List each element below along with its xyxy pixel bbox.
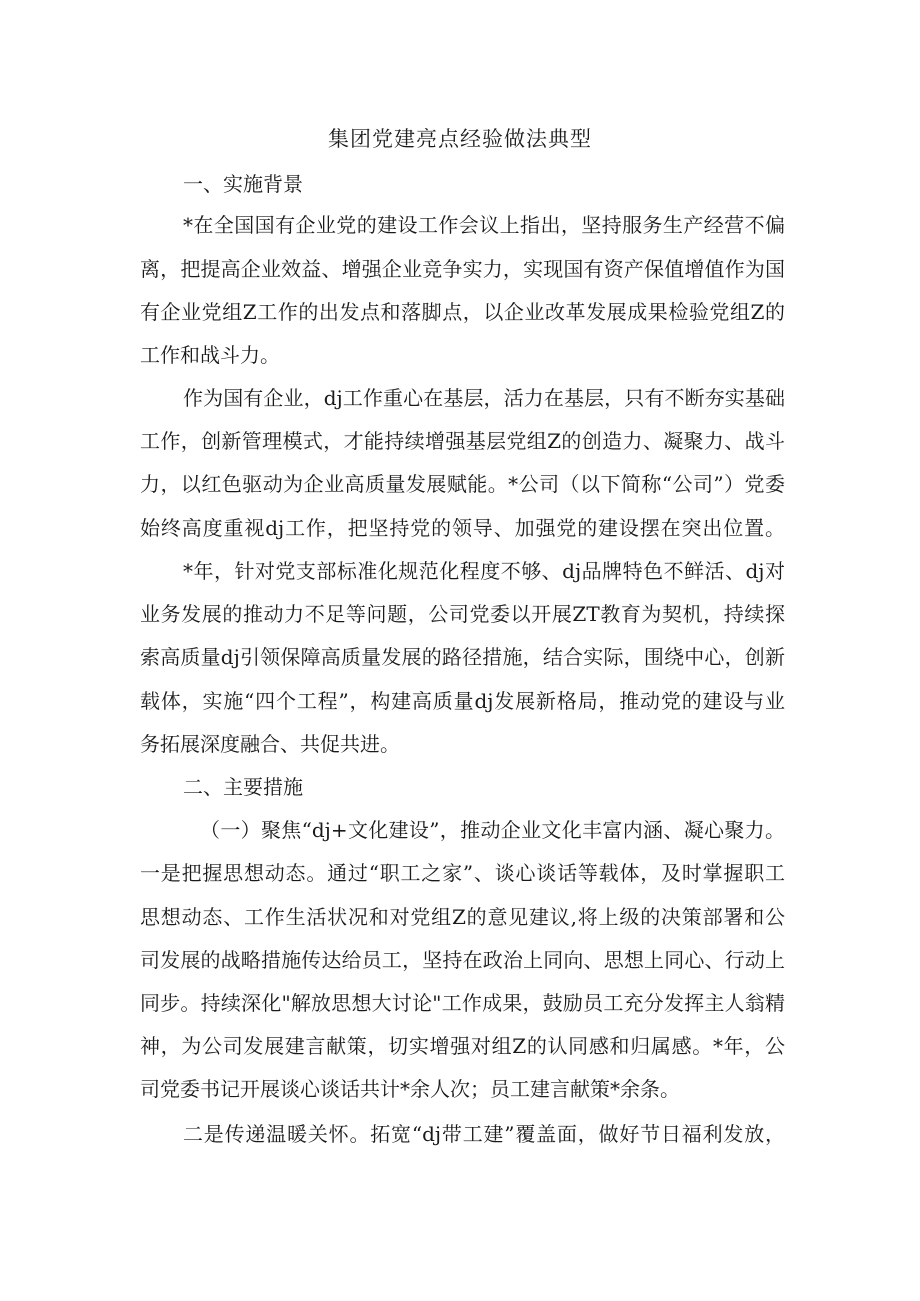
paragraph-line: 一、实施背景 <box>183 172 303 196</box>
paragraph-line: 司发展的战略措施传达给员工，坚持在政治上同向、思想上同心、行动上 <box>140 948 785 972</box>
document-title: 集团党建亮点经验做法典型 <box>328 127 592 151</box>
paragraph-line: 始终高度重视dj工作，把坚持党的领导、加强党的建设摆在突出位置。 <box>140 516 785 540</box>
paragraph-line: 司党委书记开展谈心谈话共计*余人次；员工建言献策*余条。 <box>140 1077 680 1101</box>
paragraph-line: 同步。持续深化"解放思想大讨论"工作成果，鼓励员工充分发挥主人翁精 <box>140 991 785 1015</box>
paragraph-line: 二、主要措施 <box>183 775 303 799</box>
paragraph-line: 务拓展深度融合、共促共进。 <box>140 732 400 756</box>
paragraph-line: 业务发展的推动力不足等问题，公司党委以开展ZT教育为契机，持续探 <box>140 602 785 626</box>
paragraph-line: 离，把提高企业效益、增强企业竞争实力，实现国有资产保值增值作为国 <box>140 257 785 281</box>
paragraph-line: 力，以红色驱动为企业高质量发展赋能。*公司（以下简称“公司”）党委 <box>140 472 785 496</box>
paragraph-line: 工作和战斗力。 <box>140 343 280 367</box>
paragraph-line: 索高质量dj引领保障高质量发展的路径措施，结合实际，围绕中心，创新 <box>140 645 785 669</box>
paragraph-line: 有企业党组Z工作的出发点和落脚点，以企业改革发展成果检验党组Z的 <box>140 300 785 324</box>
paragraph-line: 思想动态、工作生活状况和对党组Z的意见建议,将上级的决策部署和公 <box>140 905 785 929</box>
paragraph-line: 工作，创新管理模式，才能持续增强基层党组Z的创造力、凝聚力、战斗 <box>140 429 785 453</box>
paragraph-line: 载体，实施“四个工程”，构建高质量dj发展新格局，推动党的建设与业 <box>140 689 785 713</box>
paragraph-line: 作为国有企业，dj工作重心在基层，活力在基层，只有不断夯实基础 <box>183 386 785 410</box>
paragraph-line: 一是把握思想动态。通过“职工之家”、谈心谈话等载体，及时掌握职工 <box>140 861 785 885</box>
paragraph-line: （一）聚焦“dj+文化建设”，推动企业文化丰富内涵、凝心聚力。 <box>200 818 785 842</box>
paragraph-line: *在全国国有企业党的建设工作会议上指出，坚持服务生产经营不偏 <box>183 213 785 237</box>
paragraph-line: *年，针对党支部标准化规范化程度不够、dj品牌特色不鲜活、dj对 <box>183 559 785 583</box>
paragraph-line: 神，为公司发展建言献策，切实增强对组Z的认同感和归属感。*年，公 <box>140 1034 785 1058</box>
paragraph-line: 二是传递温暖关怀。拓宽“dj带工建”覆盖面，做好节日福利发放， <box>183 1122 785 1146</box>
